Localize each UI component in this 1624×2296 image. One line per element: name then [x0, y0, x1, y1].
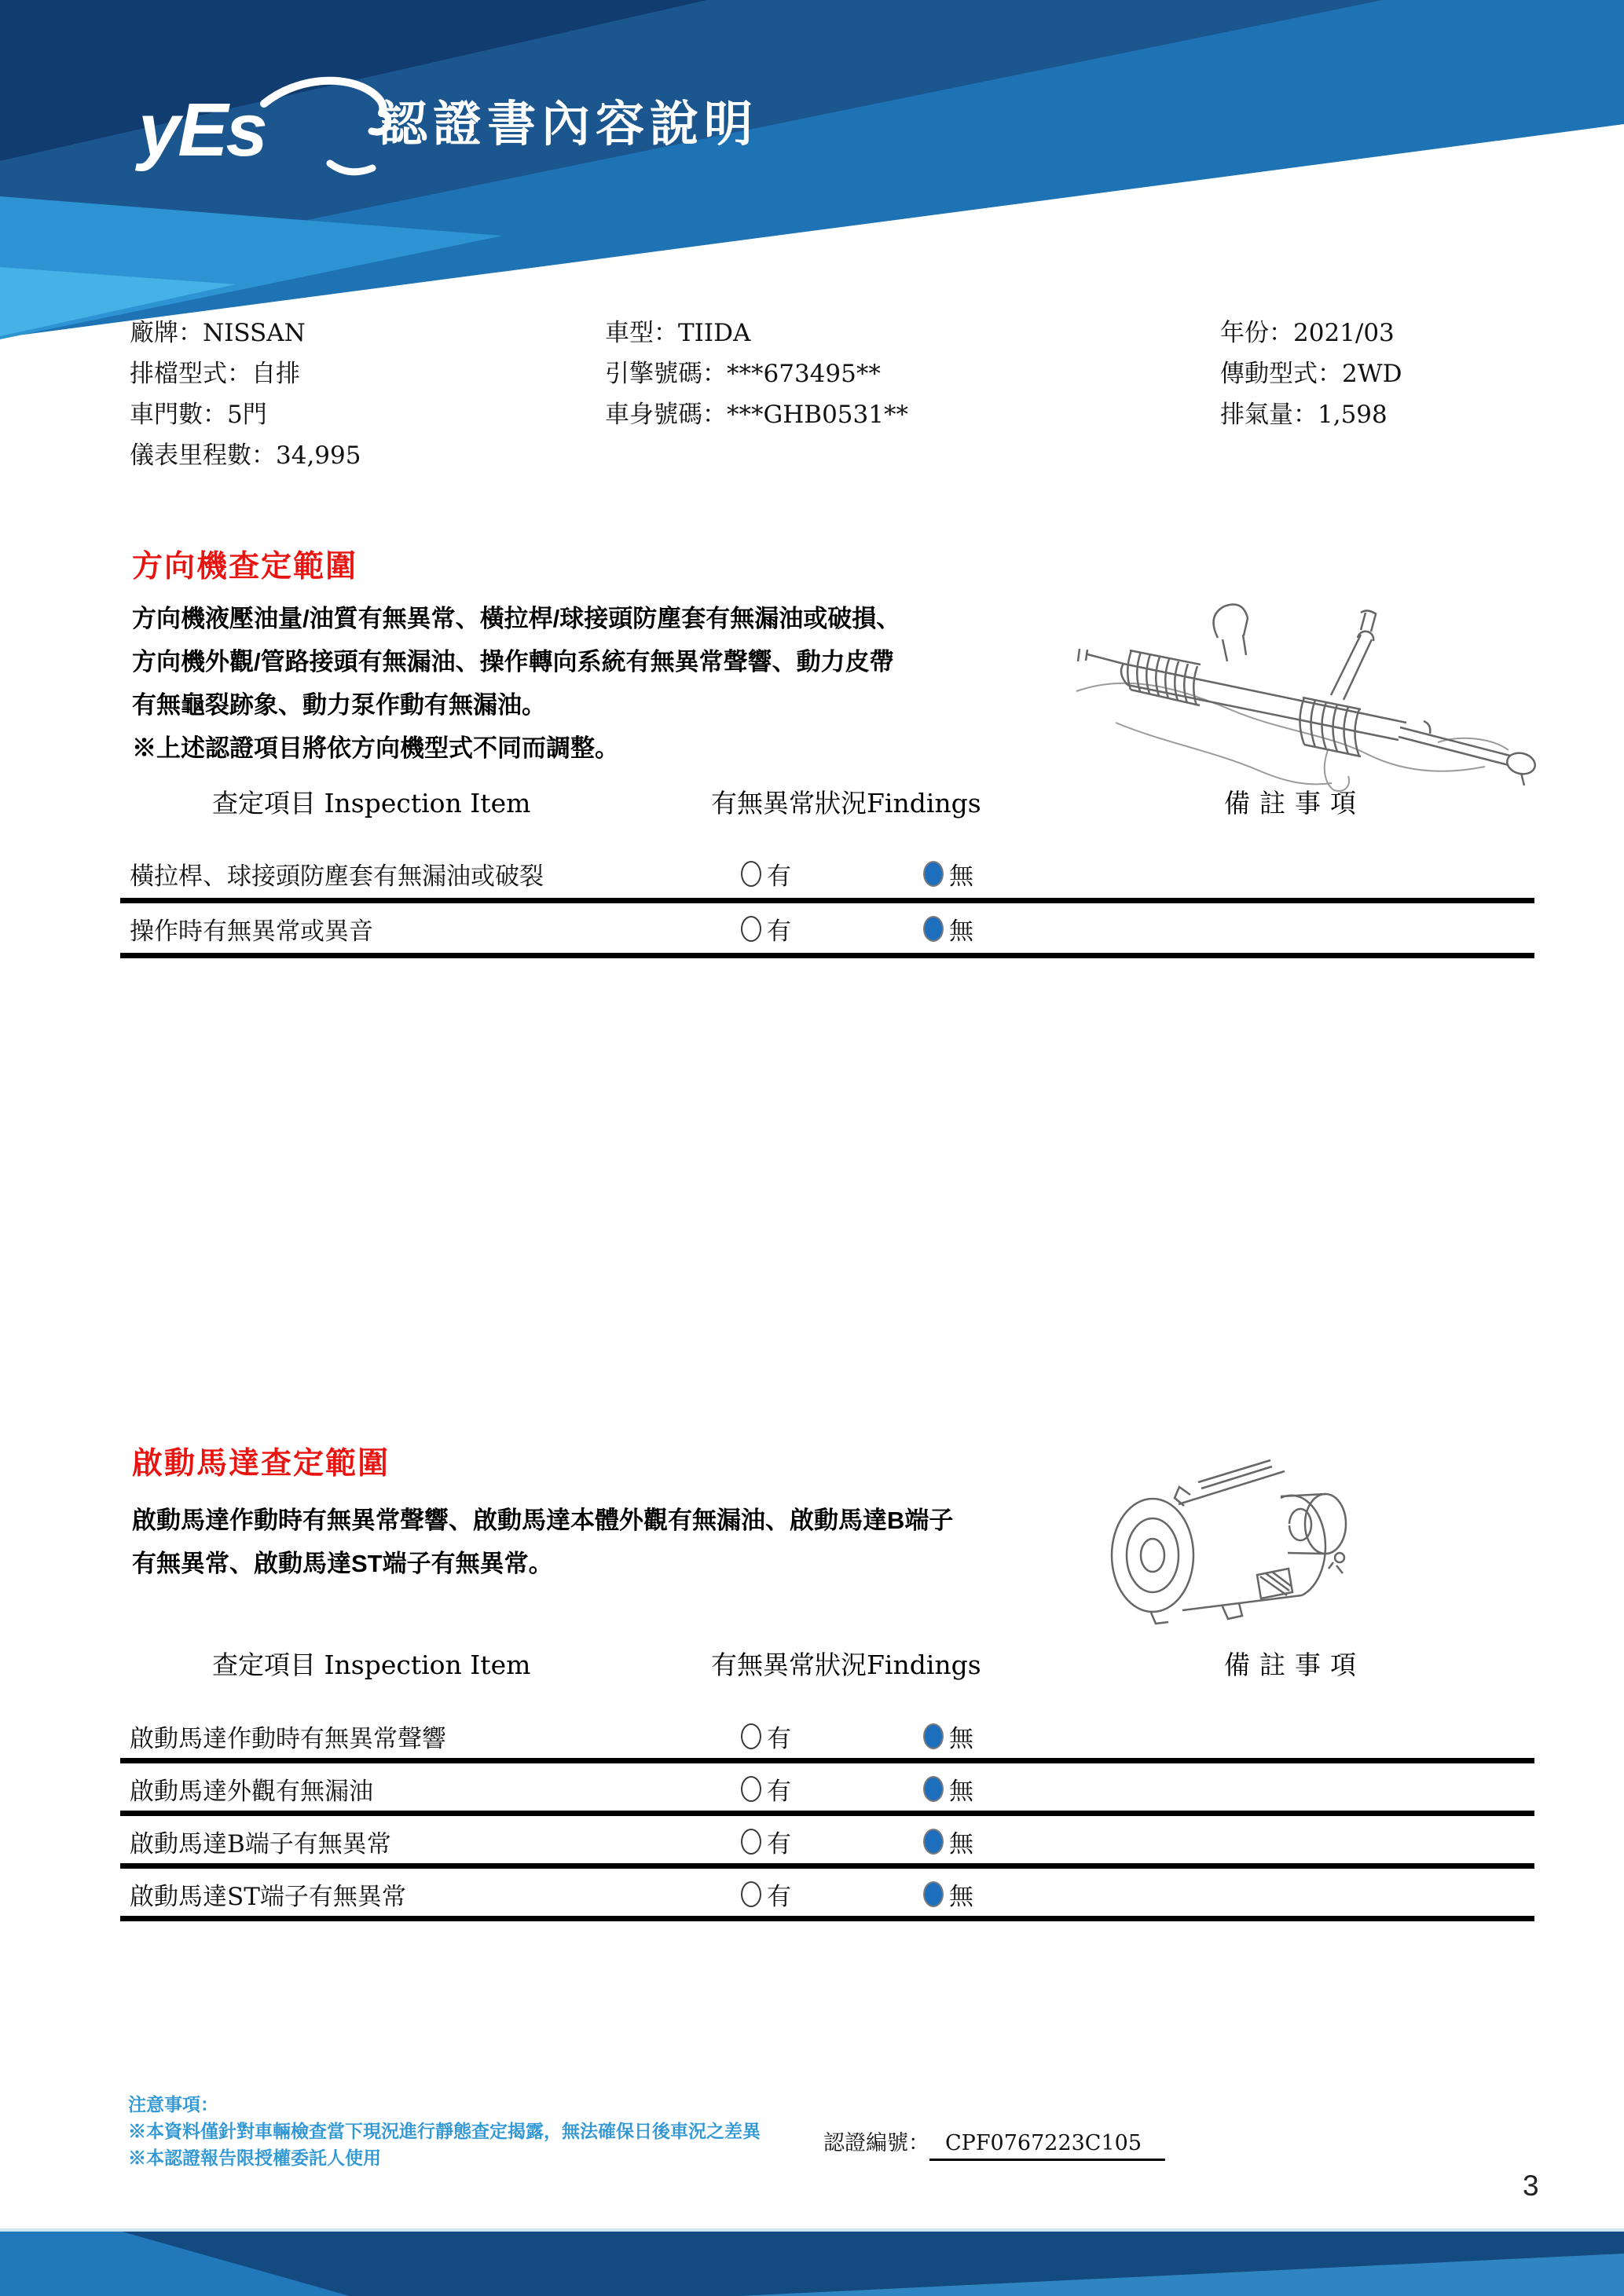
- inspection-item-label: 橫拉桿、球接頭防塵套有無漏油或破裂: [130, 862, 544, 891]
- radio-option-label: 無: [949, 1830, 973, 1858]
- yes-logo: [132, 63, 391, 181]
- inspection-row: [120, 1763, 1534, 1816]
- desc-line: 有無龜裂跡象、動力泵作動有無漏油。: [132, 691, 546, 719]
- desc-line: 方向機外觀/管路接頭有無漏油、操作轉向系統有無異常聲響、動力皮帶: [132, 648, 894, 676]
- radio-option-有[interactable]: [741, 1824, 791, 1859]
- radio-unselected-icon[interactable]: [741, 1723, 761, 1749]
- radio-option-有[interactable]: [741, 856, 791, 892]
- radio-option-無[interactable]: [923, 1877, 973, 1912]
- footer-banner: [0, 2228, 1624, 2296]
- section-heading-starter: 啟動馬達查定範圍: [132, 1447, 390, 1481]
- radio-option-有[interactable]: [741, 1877, 791, 1912]
- yes-logo-text: yEs: [138, 88, 266, 172]
- radio-unselected-icon[interactable]: [741, 1776, 761, 1802]
- inspection-row: [120, 1711, 1534, 1763]
- table2-header-item: 查定項目 Inspection Item: [212, 1650, 531, 1680]
- vehicle-displacement: 排氣量：1,598: [1220, 401, 1388, 429]
- radio-option-無[interactable]: [923, 856, 973, 892]
- radio-option-有[interactable]: [741, 911, 791, 947]
- starter-motor-illustration: [1104, 1449, 1371, 1646]
- page-title: 認證書內容說明: [379, 97, 759, 152]
- table1-header-findings: 有無異常狀況Findings: [711, 788, 981, 818]
- radio-option-label: 無: [949, 862, 973, 891]
- radio-option-有[interactable]: [741, 1719, 791, 1754]
- inspection-item-label: 操作時有無異常或異音: [130, 917, 373, 946]
- radio-option-label: 有: [767, 1725, 791, 1753]
- vehicle-engine-number: 引擎號碼：***673495**: [605, 360, 881, 388]
- section-description-starter: [132, 1499, 1130, 1585]
- section-description-steering: [132, 597, 1130, 770]
- radio-option-label: 有: [767, 862, 791, 891]
- desc-line: 有無異常、啟動馬達ST端子有無異常。: [132, 1550, 553, 1577]
- vehicle-info-column-2: [605, 313, 908, 435]
- inspection-row: [120, 848, 1534, 903]
- starter-inspection-table: [120, 1711, 1534, 1921]
- page-number: 3: [1523, 2170, 1539, 2202]
- inspection-row: [120, 903, 1534, 958]
- car-underline-swoosh-icon: [330, 163, 372, 172]
- vehicle-info-column-1: [130, 313, 361, 476]
- car-roof-swoosh-icon: [264, 81, 383, 113]
- section-heading-steering: 方向機查定範圍: [132, 550, 358, 584]
- radio-option-無[interactable]: [923, 1719, 973, 1754]
- steering-rack-illustration: [1069, 589, 1571, 801]
- radio-option-label: 無: [949, 1725, 973, 1753]
- vehicle-vin: 車身號碼：***GHB0531**: [605, 401, 908, 429]
- notice-line-2: ※本認證報告限授權委託人使用: [128, 2148, 381, 2168]
- notice-title: 注意事項：: [128, 2094, 218, 2115]
- radio-unselected-icon[interactable]: [741, 916, 761, 942]
- radio-option-label: 有: [767, 1883, 791, 1911]
- table2-header-remarks: 備註事項: [1224, 1650, 1366, 1680]
- inspection-row: [120, 1869, 1534, 1921]
- radio-selected-icon[interactable]: [923, 1881, 944, 1907]
- desc-line: 方向機液壓油量/油質有無異常、橫拉桿/球接頭防塵套有無漏油或破損、: [132, 605, 901, 632]
- vehicle-door-count: 車門數：5門: [130, 401, 267, 429]
- radio-selected-icon[interactable]: [923, 916, 944, 942]
- radio-unselected-icon[interactable]: [741, 1829, 761, 1855]
- vehicle-model: 車型：TIIDA: [605, 319, 751, 347]
- steering-inspection-table: [120, 848, 1534, 958]
- inspection-item-label: 啟動馬達ST端子有無異常: [130, 1883, 406, 1911]
- inspection-row: [120, 1816, 1534, 1869]
- radio-selected-icon[interactable]: [923, 1829, 944, 1855]
- radio-option-無[interactable]: [923, 911, 973, 947]
- certificate-number-label: 認證編號：: [823, 2131, 929, 2155]
- vehicle-odometer: 儀表里程數：34,995: [130, 441, 361, 470]
- radio-unselected-icon[interactable]: [741, 1881, 761, 1907]
- desc-line: 啟動馬達作動時有無異常聲響、啟動馬達本體外觀有無漏油、啟動馬達B端子: [132, 1507, 954, 1534]
- certificate-number-line: [823, 2126, 1165, 2156]
- radio-option-無[interactable]: [923, 1824, 973, 1859]
- vehicle-brand: 廠牌：NISSAN: [130, 319, 306, 347]
- vehicle-year: 年份：2021/03: [1220, 319, 1395, 347]
- desc-line: ※上述認證項目將依方向機型式不同而調整。: [132, 734, 619, 762]
- radio-option-有[interactable]: [741, 1771, 791, 1807]
- radio-unselected-icon[interactable]: [741, 861, 761, 887]
- inspection-item-label: 啟動馬達外觀有無漏油: [130, 1778, 373, 1806]
- radio-option-無[interactable]: [923, 1771, 973, 1807]
- vehicle-info-column-3: [1220, 313, 1402, 435]
- table2-header-findings: 有無異常狀況Findings: [711, 1650, 981, 1680]
- radio-option-label: 有: [767, 917, 791, 946]
- radio-option-label: 有: [767, 1778, 791, 1806]
- inspection-item-label: 啟動馬達作動時有無異常聲響: [130, 1725, 446, 1753]
- radio-option-label: 無: [949, 1778, 973, 1806]
- inspection-item-label: 啟動馬達B端子有無異常: [130, 1830, 391, 1858]
- table1-header-item: 查定項目 Inspection Item: [212, 788, 531, 818]
- vehicle-drive-type: 傳動型式：2WD: [1220, 360, 1402, 388]
- vehicle-transmission-type: 排檔型式：自排: [130, 360, 300, 388]
- notice-line-1: ※本資料僅針對車輛檢查當下現況進行靜態查定揭露，無法確保日後車況之差異: [128, 2121, 761, 2141]
- radio-selected-icon[interactable]: [923, 861, 944, 887]
- radio-option-label: 無: [949, 917, 973, 946]
- certificate-number-value: CPF0767223C105: [929, 2131, 1165, 2161]
- radio-option-label: 無: [949, 1883, 973, 1911]
- radio-option-label: 有: [767, 1830, 791, 1858]
- radio-selected-icon[interactable]: [923, 1776, 944, 1802]
- radio-selected-icon[interactable]: [923, 1723, 944, 1749]
- table1-header-remarks: 備註事項: [1224, 788, 1366, 818]
